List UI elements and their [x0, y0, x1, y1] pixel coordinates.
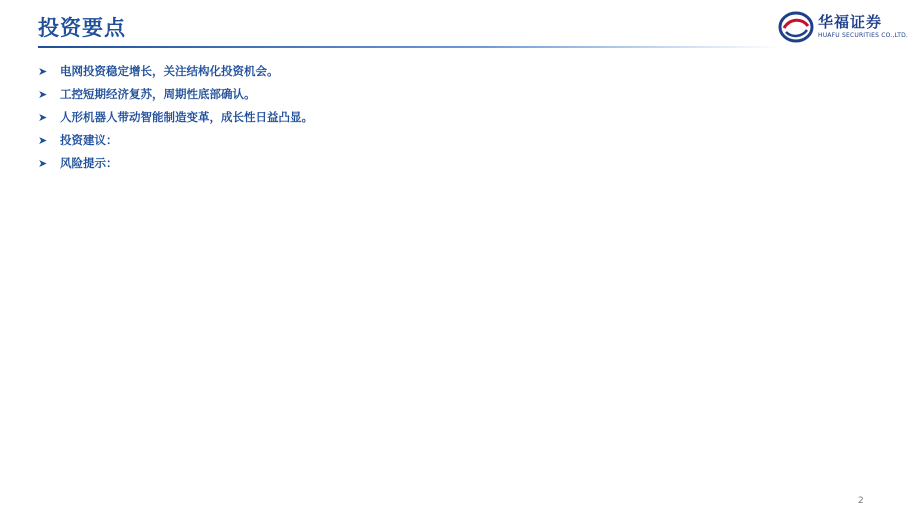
- bullet-heading: 投资建议：: [60, 133, 118, 147]
- bullet-grid-investment: [34, 62, 890, 81]
- bullet-heading: 工控短期经济复苏，周期性底部确认。: [60, 87, 256, 101]
- company-logo: [778, 8, 908, 48]
- bullet-heading: 人形机器人带动智能制造变革，成长性日益凸显。: [60, 110, 313, 124]
- logo-subtitle: HUAFU SECURITIES CO.,LTD.: [818, 32, 909, 39]
- arrow-bullet-icon: ➤: [38, 134, 48, 147]
- arrow-bullet-icon: ➤: [38, 65, 48, 78]
- logo-swirl-icon: [778, 10, 814, 44]
- slide-header: [0, 0, 920, 54]
- key-points: [34, 62, 890, 486]
- arrow-bullet-icon: ➤: [38, 111, 48, 124]
- arrow-bullet-icon: ➤: [38, 88, 48, 101]
- bullet-humanoid-robot: [34, 108, 890, 127]
- arrow-bullet-icon: ➤: [38, 157, 48, 170]
- bullet-heading: 电网投资稳定增长，关注结构化投资机会。: [60, 64, 279, 78]
- page-number: 2: [858, 496, 864, 506]
- logo-name: 华福证券: [818, 13, 883, 31]
- bullet-risk-warning: [34, 154, 890, 173]
- title-divider: [38, 46, 782, 48]
- bullet-industrial-control: [34, 85, 890, 104]
- bullet-heading: 风险提示：: [60, 156, 118, 170]
- page-title: 投资要点: [38, 16, 126, 40]
- bullet-investment-advice: [34, 131, 890, 150]
